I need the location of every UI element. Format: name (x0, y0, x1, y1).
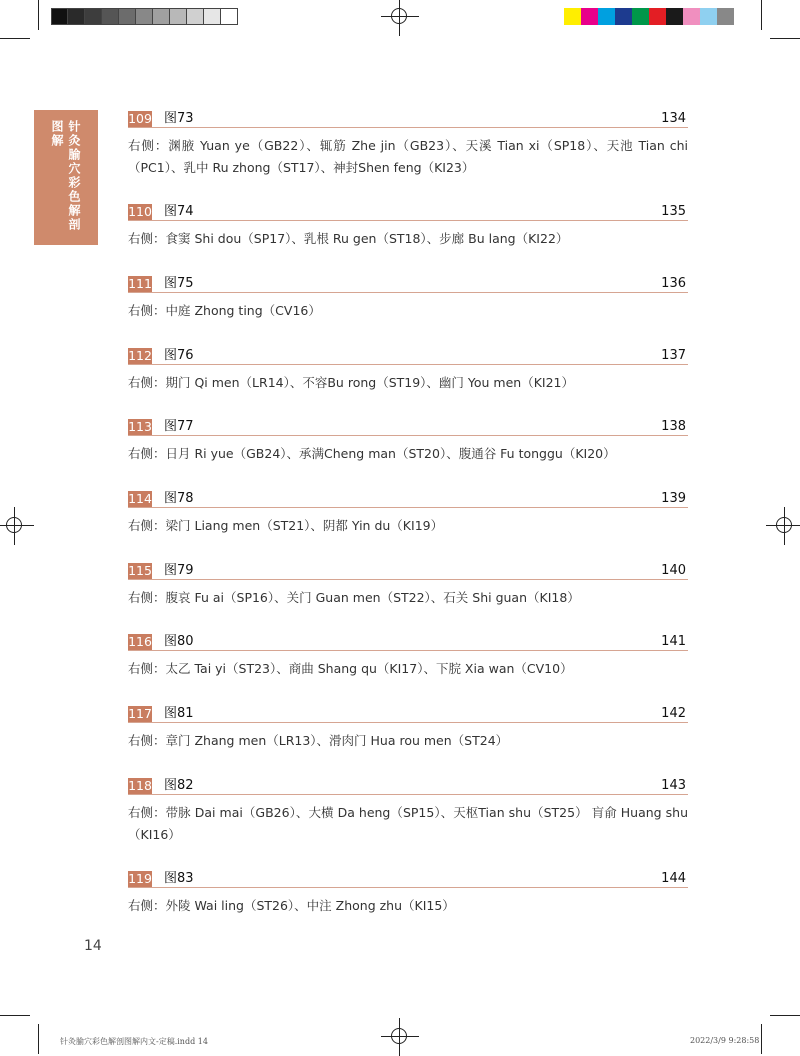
list-item (128, 871, 688, 917)
list-item (128, 111, 688, 179)
entry-number-badge: 111 (128, 276, 152, 291)
crop-mark (761, 0, 762, 30)
crop-mark (0, 38, 30, 39)
color-swatch (615, 8, 632, 25)
entry-number-badge: 110 (128, 204, 152, 219)
acupoint-list: 右侧：章门 Zhang men（LR13）、滑肉门 Hua rou men（ST24） (128, 733, 509, 748)
crop-mark (0, 1015, 30, 1016)
acupoint-list: 右侧：腹哀 Fu ai（SP16）、关门 Guan men（ST22）、石关 Shi guan（KI18） (128, 590, 580, 605)
divider (128, 794, 688, 795)
list-item (128, 204, 688, 250)
page-reference: 143 (661, 778, 686, 793)
divider (128, 722, 688, 723)
entry-header (128, 778, 688, 798)
color-swatch (683, 8, 700, 25)
page-number: 14 (84, 938, 102, 954)
page-reference: 137 (661, 348, 686, 363)
gray-swatch (187, 8, 204, 25)
list-item (128, 491, 688, 537)
gray-swatch (51, 8, 68, 25)
print-slug-filename: 针灸腧穴彩色解剖图解内文-定稿.indd 14 (60, 1037, 208, 1046)
crop-mark (38, 0, 39, 30)
gray-swatch (68, 8, 85, 25)
acupoint-list: 右侧：渊腋 Yuan ye（GB22）、辄筋 Zhe jin（GB23）、天溪 Tian xi（SP18）、天池 Tian chi（PC1）、乳中 Ru zhong（ST17）、神封Shen feng（KI23） (128, 138, 688, 175)
color-swatch (666, 8, 683, 25)
page-reference: 134 (661, 111, 686, 126)
color-swatch (581, 8, 598, 25)
page-reference: 136 (661, 276, 686, 291)
entry-number-badge: 116 (128, 634, 152, 649)
entry-header (128, 276, 688, 296)
chapter-side-tab (34, 110, 98, 245)
gray-swatch (85, 8, 102, 25)
entry-number-badge: 119 (128, 871, 152, 886)
entry-header (128, 871, 688, 891)
crop-mark (38, 1024, 39, 1054)
color-swatch (632, 8, 649, 25)
divider (128, 292, 688, 293)
acupoint-list: 右侧：中庭 Zhong ting（CV16） (128, 303, 321, 318)
color-swatch (598, 8, 615, 25)
divider (128, 579, 688, 580)
list-item (128, 563, 688, 609)
figure-label: 图73 (164, 111, 194, 126)
entry-header (128, 634, 688, 654)
figure-label: 图75 (164, 276, 194, 291)
divider (128, 650, 688, 651)
divider (128, 127, 688, 128)
figure-label: 图78 (164, 491, 194, 506)
divider (128, 887, 688, 888)
list-item (128, 706, 688, 752)
grayscale-calibration-bar (51, 8, 238, 25)
acupoint-list: 右侧：日月 Ri yue（GB24）、承满Cheng man（ST20）、腹通谷 Fu tonggu（KI20） (128, 446, 616, 461)
entry-header (128, 491, 688, 511)
registration-mark (766, 507, 800, 545)
gray-swatch (136, 8, 153, 25)
registration-mark (381, 1018, 419, 1056)
entry-header (128, 563, 688, 583)
color-swatch (564, 8, 581, 25)
list-item (128, 634, 688, 680)
list-item (128, 419, 688, 465)
entry-header (128, 204, 688, 224)
crop-mark (770, 1015, 800, 1016)
entry-number-badge: 118 (128, 778, 152, 793)
side-tab-title: 针灸腧穴彩色解剖图解 (50, 120, 81, 232)
entry-number-badge: 117 (128, 706, 152, 721)
page-reference: 138 (661, 419, 686, 434)
acupoint-list: 右侧：食窦 Shi dou（SP17）、乳根 Ru gen（ST18）、步廊 Bu lang（KI22） (128, 231, 569, 246)
list-item (128, 778, 688, 846)
acupoint-list: 右侧：期门 Qi men（LR14）、不容Bu rong（ST19）、幽门 You men（KI21） (128, 375, 574, 390)
color-swatch (717, 8, 734, 25)
page-reference: 135 (661, 204, 686, 219)
acupoint-list: 右侧：梁门 Liang men（ST21）、阴都 Yin du（KI19） (128, 518, 444, 533)
figure-label: 图77 (164, 419, 194, 434)
divider (128, 364, 688, 365)
entry-number-badge: 112 (128, 348, 152, 363)
gray-swatch (153, 8, 170, 25)
entry-number-badge: 113 (128, 419, 152, 434)
gray-swatch (119, 8, 136, 25)
figure-label: 图82 (164, 778, 194, 793)
entry-number-badge: 109 (128, 111, 152, 126)
page-reference: 139 (661, 491, 686, 506)
figure-label: 图79 (164, 563, 194, 578)
entry-number-badge: 114 (128, 491, 152, 506)
figure-label: 图76 (164, 348, 194, 363)
figure-label: 图80 (164, 634, 194, 649)
acupoint-list: 右侧：带脉 Dai mai（GB26）、大横 Da heng（SP15）、天枢Tian shu（ST25） 肓俞 Huang shu（KI16） (128, 805, 688, 842)
list-item (128, 348, 688, 394)
gray-swatch (221, 8, 238, 25)
color-swatch (700, 8, 717, 25)
figure-label: 图83 (164, 871, 194, 886)
acupoint-list: 右侧：太乙 Tai yi（ST23）、商曲 Shang qu（KI17）、下脘 Xia wan（CV10） (128, 661, 573, 676)
color-swatch (649, 8, 666, 25)
entry-header (128, 706, 688, 726)
gray-swatch (204, 8, 221, 25)
acupoint-list: 右侧：外陵 Wai ling（ST26）、中注 Zhong zhu（KI15） (128, 898, 455, 913)
entry-header (128, 111, 688, 131)
entry-number-badge: 115 (128, 563, 152, 578)
divider (128, 435, 688, 436)
crop-mark (770, 38, 800, 39)
page-reference: 140 (661, 563, 686, 578)
page-reference: 141 (661, 634, 686, 649)
page-reference: 142 (661, 706, 686, 721)
divider (128, 507, 688, 508)
page-reference: 144 (661, 871, 686, 886)
figure-label: 图74 (164, 204, 194, 219)
gray-swatch (170, 8, 187, 25)
entry-header (128, 348, 688, 368)
gray-swatch (102, 8, 119, 25)
registration-mark (0, 507, 34, 545)
entry-header (128, 419, 688, 439)
print-slug-timestamp: 2022/3/9 9:28:58 (690, 1036, 760, 1045)
figure-label: 图81 (164, 706, 194, 721)
divider (128, 220, 688, 221)
registration-mark (381, 0, 419, 36)
list-item (128, 276, 688, 322)
crop-mark (761, 1024, 762, 1054)
color-calibration-bar (564, 8, 734, 25)
